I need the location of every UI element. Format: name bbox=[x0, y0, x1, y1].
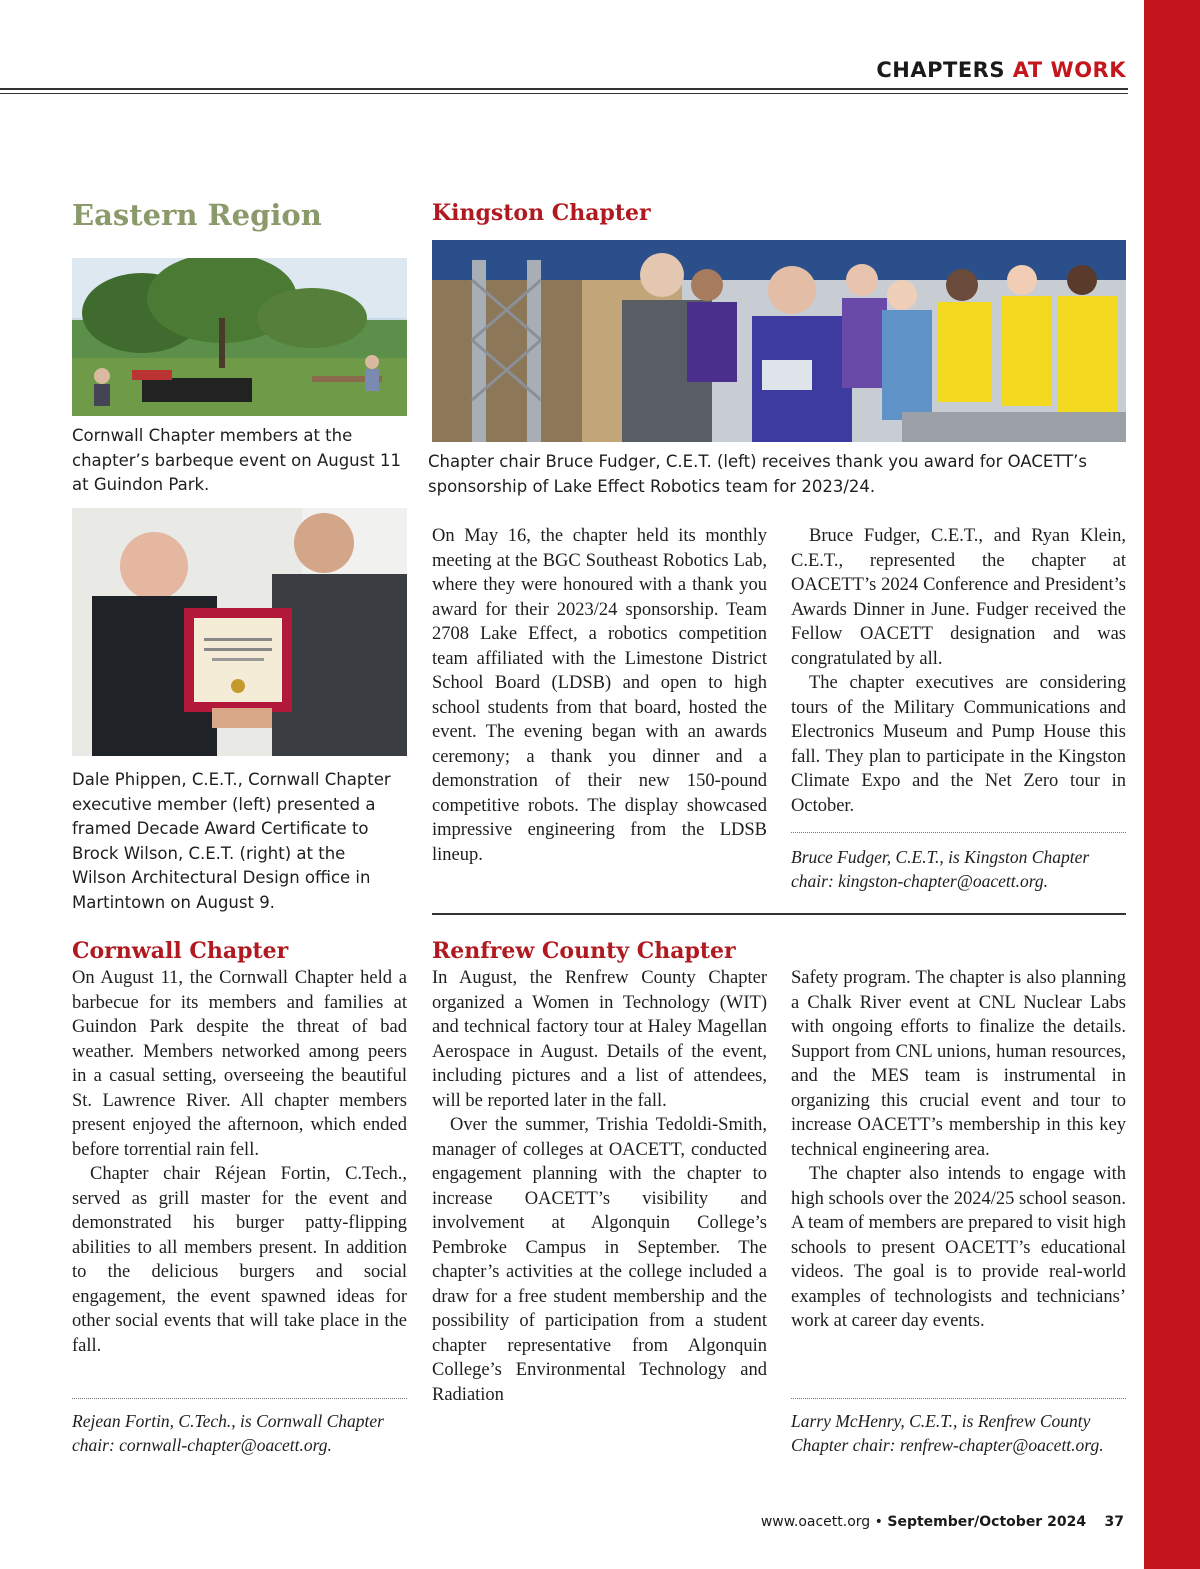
bbq-photo bbox=[72, 258, 407, 416]
kingston-byline-rule bbox=[791, 832, 1126, 833]
region-title: Eastern Region bbox=[72, 198, 322, 232]
renfrew-paragraph-3: Safety program. The chapter is also planning a Chalk River event at CNL Nuclear Labs with ongoing efforts to finalize the details. Support from CNL unions, human resources, and the MES team is instrumental in organizing this crucial event and tour to increase OACETT’s membership in this key technical engineering area. bbox=[791, 968, 1126, 1160]
page-number: 37 bbox=[1104, 1514, 1124, 1530]
section-divider bbox=[432, 913, 1126, 915]
cornwall-body bbox=[72, 966, 407, 1358]
kingston-byline: Bruce Fudger, C.E.T., is Kingston Chapter chair: kingston-chapter@oacett.org. bbox=[791, 847, 1090, 891]
section-header bbox=[876, 58, 1126, 82]
header-rule-thin bbox=[0, 93, 1128, 94]
cornwall-paragraph-1: On August 11, the Cornwall Chapter held a barbecue for its members and families at Guindon Park despite the threat of bad weather. Members networked among peers in a casual setting, overseeing the beautiful St. Lawrence River. All chapter members present enjoyed the afternoon, which ended before torrential rain fell. bbox=[72, 968, 407, 1160]
renfrew-column-1 bbox=[432, 966, 767, 1407]
renfrew-column-2 bbox=[791, 966, 1126, 1334]
kingston-chapter-title: Kingston Chapter bbox=[432, 200, 651, 226]
footer-website: www.oacett.org bbox=[760, 1514, 871, 1530]
renfrew-paragraph-1: In August, the Renfrew County Chapter organized a Women in Technology (WIT) and technical factory tour at Haley Magellan Aerospace in August. Details of the event, including pictures and a list of attendees, will be reported later in the fall. bbox=[432, 968, 767, 1111]
footer-issue: September/October 2024 bbox=[887, 1514, 1087, 1530]
bbq-photo-caption: Cornwall Chapter members at the chapter’s barbeque event on August 11 at Guindon Park. bbox=[72, 426, 401, 494]
section-header-label: CHAPTERS bbox=[876, 58, 1005, 82]
renfrew-byline-rule bbox=[791, 1398, 1126, 1399]
certificate-presentation-photo bbox=[72, 508, 407, 756]
kingston-column-2 bbox=[791, 524, 1126, 818]
section-header-accent: AT WORK bbox=[1012, 58, 1126, 82]
cornwall-byline-rule bbox=[72, 1398, 407, 1399]
certificate-photo-caption: Dale Phippen, C.E.T., Cornwall Chapter executive member (left) presented a framed Decade Award Certificate to Brock Wilson, C.E.T. (right) at the Wilson Architectural Design office in Martintown on August 9. bbox=[72, 770, 391, 912]
kingston-paragraph-2: Bruce Fudger, C.E.T., and Ryan Klein, C.E.T., represented the chapter at OACETT’s 2024 Conference and President’s Awards Dinner in June. Fudger received the Fellow OACETT designation and was congratulated by all. bbox=[791, 526, 1126, 669]
renfrew-paragraph-4: The chapter also intends to engage with high schools over the 2024/25 school season. A team of members are prepared to visit high schools to present OACETT’s educational videos. The goal is to provide real-world examples of technologists and technicians’ work at career day events. bbox=[791, 1164, 1126, 1331]
kingston-paragraph-1: On May 16, the chapter held its monthly meeting at the BGC Southeast Robotics Lab, where they were honoured with a thank you award for their 2023/24 sponsorship. Team 2708 Lake Effect, a robotics competition team affiliated with the Limestone District School Board (LDSB) and open to high school students from that board, hosted the event. The evening began with an awards ceremony; a thank you dinner and a demonstration of their new 150-pound competitive robots. The display showcased impressive engineering from the LDSB lineup. bbox=[432, 526, 767, 865]
robotics-photo-caption: Chapter chair Bruce Fudger, C.E.T. (left) receives thank you award for OACETT’s sponsorship of Lake Effect Robotics team for 2023/24. bbox=[428, 452, 1088, 496]
cornwall-chapter-title: Cornwall Chapter bbox=[72, 938, 289, 964]
footer-bullet: • bbox=[874, 1514, 883, 1530]
page-edge-color-bar bbox=[1144, 0, 1200, 1569]
cornwall-byline: Rejean Fortin, C.Tech., is Cornwall Chapter chair: cornwall-chapter@oacett.org. bbox=[72, 1411, 384, 1455]
header-rule-thick bbox=[0, 88, 1128, 90]
kingston-column-1 bbox=[432, 524, 767, 867]
renfrew-byline: Larry McHenry, C.E.T., is Renfrew County Chapter chair: renfrew-chapter@oacett.org. bbox=[791, 1411, 1104, 1455]
page-footer bbox=[761, 1514, 1124, 1530]
renfrew-paragraph-2: Over the summer, Trishia Tedoldi-Smith, manager of colleges at OACETT, conducted engagement planning with the chapter to increase OACETT’s visibility and involvement at Algonquin College’s Pembroke Campus in September. The chapter’s activities at the college included a draw for a free student membership and the possibility of participation from a student chapter representative from Algonquin College’s Environmental Technology and Radiation bbox=[432, 1115, 767, 1405]
renfrew-chapter-title: Renfrew County Chapter bbox=[432, 938, 736, 964]
kingston-paragraph-3: The chapter executives are considering tours of the Military Communications and Electronics Museum and Pump House this fall. They plan to participate in the Kingston Climate Expo and the Net Zero tour in October. bbox=[791, 673, 1126, 816]
cornwall-paragraph-2: Chapter chair Réjean Fortin, C.Tech., served as grill master for the event and demonstrated his burger patty-flipping abilities to all members present. In addition to the delicious burgers and social engagement, the event spawned ideas for other social events that will take place in the fall. bbox=[72, 1164, 407, 1356]
robotics-award-photo bbox=[432, 240, 1126, 442]
